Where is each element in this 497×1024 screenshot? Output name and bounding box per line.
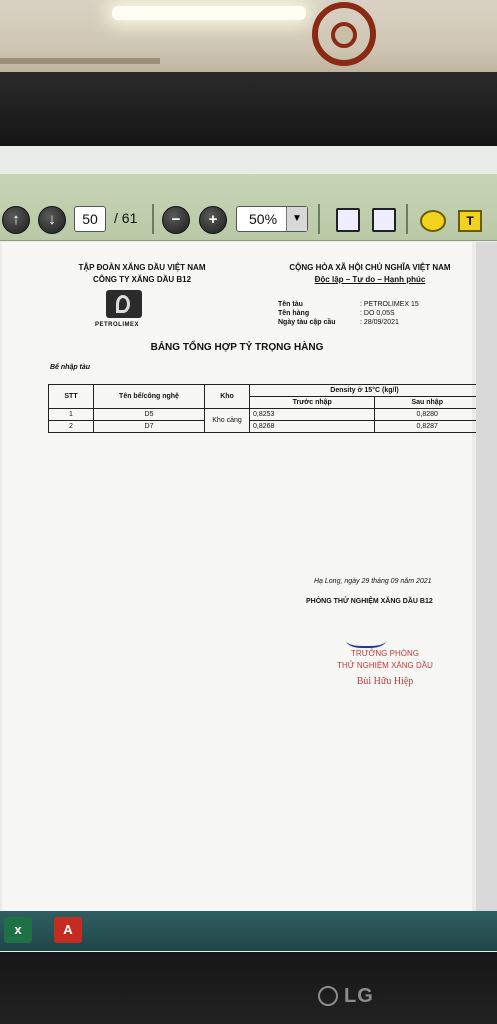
lab-name: PHÒNG THỬ NGHIỆM XĂNG DẦU B12 bbox=[306, 598, 433, 605]
pdf-page bbox=[2, 242, 472, 942]
nation-motto: Độc lập – Tự do – Hạnh phúc bbox=[314, 275, 426, 284]
fit-page-icon[interactable] bbox=[372, 208, 396, 232]
density-table bbox=[48, 384, 480, 433]
ceiling-light bbox=[112, 6, 306, 20]
header-stt: STT bbox=[49, 385, 94, 409]
zoom-select[interactable] bbox=[236, 206, 308, 232]
header-left bbox=[62, 262, 222, 286]
signer-name: Bùi Hữu Hiệp bbox=[356, 676, 414, 687]
header-after: Sau nhập bbox=[375, 397, 480, 409]
previous-page-button[interactable]: ↑ bbox=[2, 206, 30, 234]
table-row: 1 D5 Kho cảng 0,8253 0,8280 bbox=[49, 409, 480, 421]
next-page-button[interactable]: ↓ bbox=[38, 206, 66, 234]
subheading: Bể nhập tàu bbox=[50, 364, 91, 371]
typewriter-icon[interactable]: T bbox=[458, 210, 482, 232]
info-row: Tên hàng : DO 0,05S bbox=[278, 310, 395, 317]
lg-logo-icon bbox=[318, 986, 338, 1006]
kho-cell: Kho cảng bbox=[205, 409, 250, 433]
nation-title: CỘNG HÒA XÃ HỘI CHỦ NGHĨA VIỆT NAM bbox=[289, 263, 451, 272]
header-kho: Kho bbox=[205, 385, 250, 409]
signature-stamp: TRƯỞNG PHÒNG THỬ NGHIỆM XĂNG DẦU bbox=[337, 649, 433, 670]
chevron-down-icon[interactable]: ▼ bbox=[286, 207, 307, 231]
zoom-in-button[interactable]: + bbox=[199, 206, 227, 234]
header-right bbox=[270, 262, 470, 286]
shipment-info bbox=[278, 300, 419, 327]
zoom-out-button[interactable]: − bbox=[162, 206, 190, 234]
window-top-strip bbox=[0, 146, 497, 174]
org-parent: TẬP ĐOÀN XĂNG DẦU VIỆT NAM bbox=[78, 263, 206, 272]
page-total-label: / 61 bbox=[114, 210, 138, 226]
info-row: Tên tàu : PETROLIMEX 15 bbox=[278, 301, 419, 308]
org-company: CÔNG TY XĂNG DẦU B12 bbox=[92, 275, 192, 284]
monitor-brand: LG bbox=[344, 985, 374, 1007]
wall-shelf bbox=[0, 58, 160, 64]
zoom-value: 50% bbox=[249, 211, 278, 227]
header-tank: Tên bể/công nghệ bbox=[94, 385, 205, 409]
monitor-bezel-bottom bbox=[0, 952, 497, 1024]
document-title: BẢNG TỔNG HỢP TỶ TRỌNG HÀNG bbox=[150, 342, 324, 353]
excel-taskbar-icon[interactable]: x bbox=[4, 917, 32, 943]
comment-icon[interactable] bbox=[420, 210, 446, 232]
header-before: Trước nhập bbox=[250, 397, 375, 409]
info-row: Ngày tàu cập cầu : 28/09/2021 bbox=[278, 319, 399, 326]
page-number-input[interactable]: 50 bbox=[74, 206, 106, 232]
toolbar-separator bbox=[152, 204, 154, 234]
vertical-scrollbar[interactable] bbox=[476, 242, 497, 942]
ship-wheel-hub bbox=[331, 22, 357, 48]
header-density: Density ở 15°C (kg/l) bbox=[250, 385, 480, 397]
sign-date: Hạ Long, ngày 29 tháng 09 năm 2021 bbox=[314, 578, 432, 585]
pdf-taskbar-icon[interactable]: A bbox=[54, 917, 82, 943]
fit-width-icon[interactable] bbox=[336, 208, 360, 232]
monitor-screen bbox=[0, 146, 497, 952]
monitor-bezel-top bbox=[0, 72, 497, 150]
logo-text: PETROLIMEX bbox=[95, 322, 140, 328]
signature-scrawl bbox=[346, 630, 386, 648]
toolbar-separator bbox=[318, 204, 320, 234]
petrolimex-logo bbox=[106, 290, 142, 318]
taskbar bbox=[0, 911, 497, 951]
toolbar-separator bbox=[406, 204, 408, 234]
table-row: 2 D7 0,8268 0,8287 bbox=[49, 421, 480, 433]
